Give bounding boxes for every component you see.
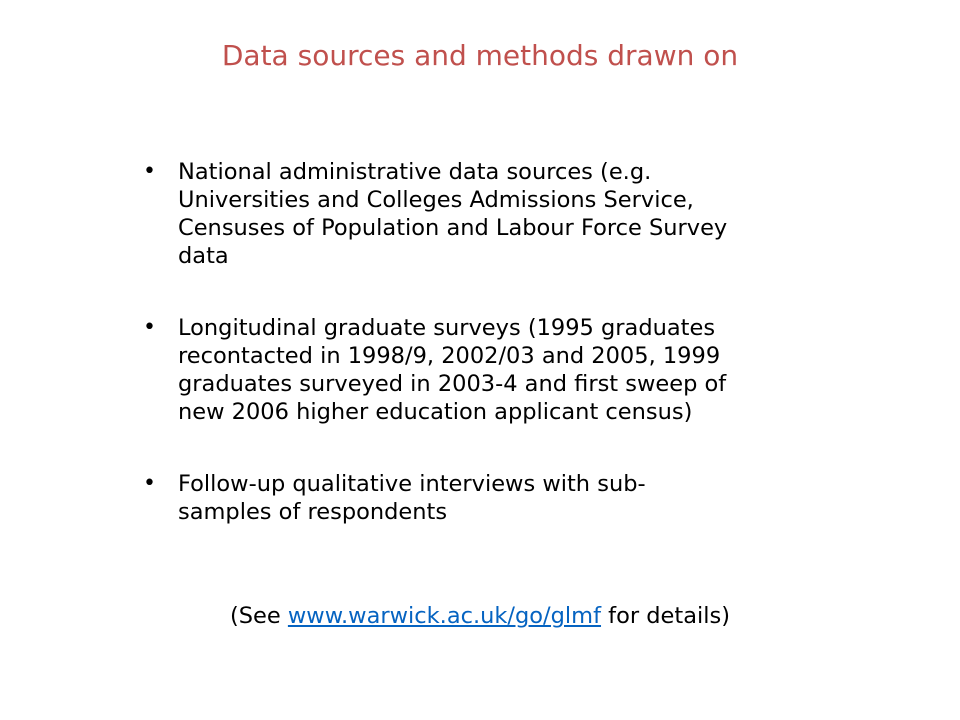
details-note-suffix: for details) — [601, 603, 730, 629]
bullet-item-qualitative-interviews — [140, 470, 840, 526]
bullet-text-line: Universities and Colleges Admissions Service, — [178, 187, 694, 213]
bullet-text-line: graduates surveyed in 2003-4 and first sweep of — [178, 371, 727, 397]
bullet-text-line: National administrative data sources (e.g. — [178, 159, 652, 185]
glmf-website-link[interactable]: www.warwick.ac.uk/go/glmf — [287, 603, 602, 629]
slide-title: Data sources and methods drawn on — [221, 39, 739, 72]
bullet-text-line: Follow-up qualitative interviews with sub- — [178, 471, 646, 497]
bullet-point-icon: • — [143, 315, 156, 340]
bullet-item-admin-data — [140, 158, 840, 270]
bullet-text-line: Longitudinal graduate surveys (1995 graduates — [178, 315, 716, 341]
bullet-text-line: new 2006 higher education applicant census) — [178, 399, 693, 425]
bullet-text-line: Censuses of Population and Labour Force Survey — [178, 215, 728, 241]
bullet-point-icon: • — [143, 471, 156, 496]
bullet-text-line: recontacted in 1998/9, 2002/03 and 2005, 1999 — [178, 343, 721, 369]
details-note — [0, 600, 960, 632]
bullet-item-longitudinal-surveys — [140, 314, 840, 426]
details-note-prefix: (See — [229, 603, 288, 629]
bullet-text-line: samples of respondents — [178, 499, 448, 525]
bullet-point-icon: • — [143, 159, 156, 184]
bullet-list — [140, 158, 840, 526]
bullet-text-line: data — [178, 243, 229, 269]
